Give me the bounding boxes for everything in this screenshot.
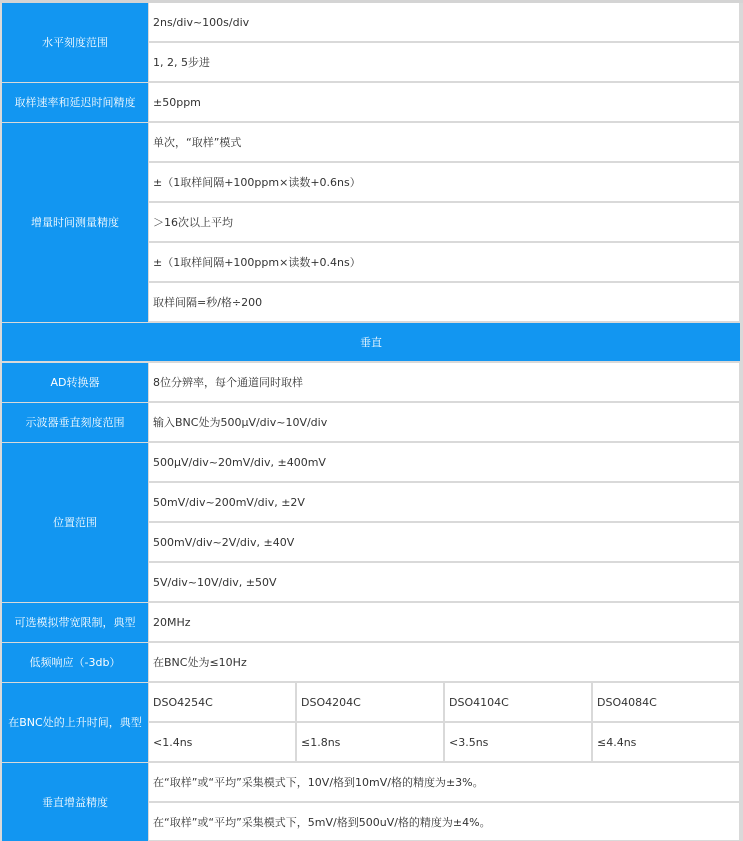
value-gain-accuracy-2: 在“取样”或“平均”采集模式下，5mV/格到500uV/格的精度为±4%。 [149, 803, 740, 841]
value-delta-time-5: 取样间隔=秒/格÷200 [149, 283, 740, 322]
value-delta-time-2: ±（1取样间隔+100ppm×读数+0.6ns） [149, 163, 740, 202]
row-label-rise-time: 在BNC处的上升时间，典型 [2, 683, 148, 762]
row-label-low-frequency-response: 低频响应（-3db） [2, 643, 148, 682]
value-delta-time-4: ±（1取样间隔+100ppm×读数+0.4ns） [149, 243, 740, 282]
model-name-cell: DSO4204C [297, 683, 444, 722]
value-position-range-2: 50mV/div~200mV/div, ±2V [149, 483, 740, 522]
value-horizontal-scale-2: 1, 2, 5步进 [149, 43, 740, 82]
value-position-range-3: 500mV/div~2V/div, ±40V [149, 523, 740, 562]
row-label-vertical-gain-accuracy: 垂直增益精度 [2, 763, 148, 841]
model-name-cell: DSO4254C [149, 683, 296, 722]
value-position-range-4: 5V/div~10V/div, ±50V [149, 563, 740, 602]
value-delta-time-3: ＞16次以上平均 [149, 203, 740, 242]
value-vertical-scale-range: 输入BNC处为500μV/div~10V/div [149, 403, 740, 442]
row-label-delta-time-accuracy: 增量时间测量精度 [2, 123, 148, 322]
row-label-sample-rate-accuracy: 取样速率和延迟时间精度 [2, 83, 148, 122]
row-label-ad-converter: AD转换器 [2, 363, 148, 402]
value-sample-rate-accuracy: ±50ppm [149, 83, 740, 122]
row-label-position-range: 位置范围 [2, 443, 148, 602]
row-label-horizontal-scale: 水平刻度范围 [2, 3, 148, 82]
value-position-range-1: 500μV/div~20mV/div, ±400mV [149, 443, 740, 482]
value-low-frequency-response: 在BNC处为≤10Hz [149, 643, 740, 682]
value-horizontal-scale-1: 2ns/div~100s/div [149, 3, 740, 42]
value-bandwidth-limit: 20MHz [149, 603, 740, 642]
model-name-cell: DSO4104C [445, 683, 592, 722]
row-label-vertical-scale-range: 示波器垂直刻度范围 [2, 403, 148, 442]
rise-time-value-cell: <3.5ns [445, 723, 592, 762]
value-ad-converter: 8位分辨率，每个通道同时取样 [149, 363, 740, 402]
value-gain-accuracy-1: 在“取样”或“平均”采集模式下，10V/格到10mV/格的精度为±3%。 [149, 763, 740, 802]
row-label-bandwidth-limit: 可选模拟带宽限制，典型 [2, 603, 148, 642]
value-delta-time-1: 单次，“取样”模式 [149, 123, 740, 162]
section-header-vertical: 垂直 [2, 323, 740, 361]
rise-time-value-cell: ≤4.4ns [593, 723, 740, 762]
model-name-cell: DSO4084C [593, 683, 740, 722]
rise-time-value-cell: ≤1.8ns [297, 723, 444, 762]
rise-time-value-cell: <1.4ns [149, 723, 296, 762]
